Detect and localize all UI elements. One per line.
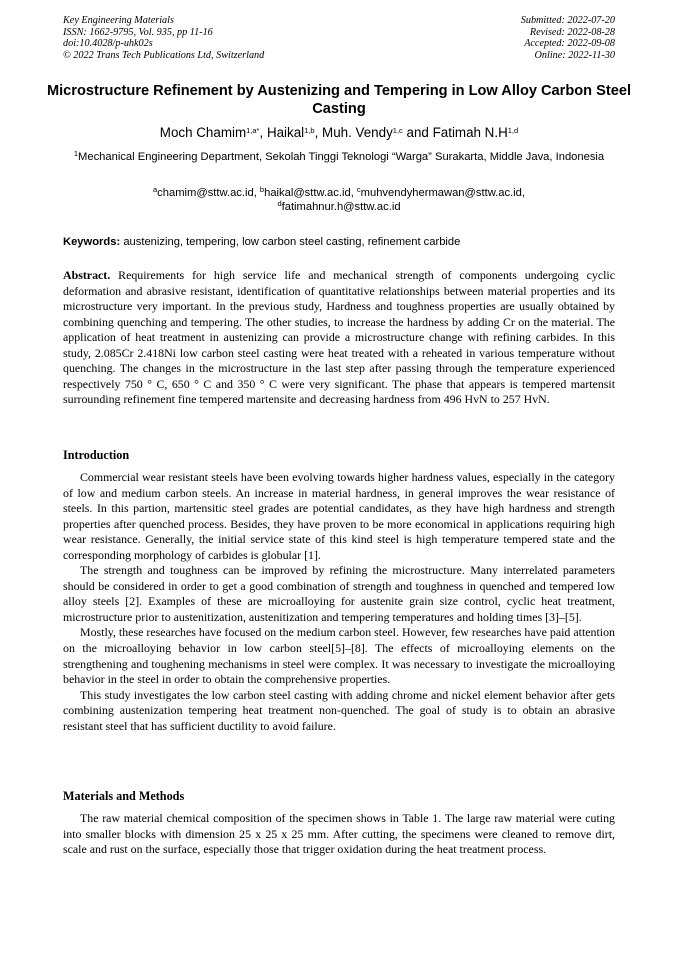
- author: Haikal$^{1,b}$,: [266, 125, 323, 140]
- email: $^c$muhvendyhermawan@sttw.ac.id,: [356, 185, 525, 199]
- section-heading-methods: Materials and Methods: [63, 789, 185, 803]
- section-heading-introduction: Introduction: [63, 448, 130, 462]
- issn: ISSN: 1662-9795, Vol. 935, pp 11-16: [63, 26, 213, 38]
- abstract-label: Abstract.: [63, 268, 111, 282]
- keywords-label: Keywords:: [63, 236, 121, 248]
- methods-body: [63, 811, 615, 858]
- abstract-text: Requirements for high service life and mechanical strength of components undergoing cyclic deformation and abrasive resistant, identification of quantitative relationships between material properties and its microstructure very important. In the previous study, Hardness and toughness properties are usually obtained by combining quenching and tempering. The other studies, to increase the hardness by adding Cr on the material. The application of heat treatment in austenizing can provide a microstructure change with refining carbides. In this study, 2.085Cr 2.418Ni low carbon steel casting were heat treated with a reheated in various temperature without quenching. The changes in the microstructure in the last step after passing through the temperature experienced respectively 750 ° C, 650 ° C and 350 ° C were very significant. The phase that appears is tempered martensit surrounding refinement fine tempered martensite and decreasing hardness from 496 HvN to 257 HvN.: [63, 268, 615, 407]
- introduction-body: [63, 470, 615, 734]
- copyright: © 2022 Trans Tech Publications Ltd, Switzerland: [63, 49, 265, 61]
- header-left: [63, 15, 264, 61]
- author: Muh. Vendy$^{1,c}$ and: [322, 125, 433, 140]
- email-list: [60, 186, 618, 214]
- journal-name: Key Engineering Materials: [63, 15, 174, 26]
- author: Fatimah $N.H^{1,d}$: [432, 125, 519, 140]
- email: $^d$fatimahnur.h@sttw.ac.id: [277, 199, 401, 213]
- author: Moch Chamim$^{1,a*}$,: [159, 125, 267, 140]
- paragraph: The raw material chemical composition of the specimen shows in Table 1. The large raw material were cuting into smaller blocks with dimension 25 x 25 x 25 mm. After cutting, the specimens were cleaned to remove dirt, scale and rust on the surface, especially those that trigger oxidation during the heat treatment process.: [63, 811, 615, 857]
- email: $^b$haikal@sttw.ac.id,: [259, 185, 357, 199]
- paragraph: Mostly, these researches have focused on the medium carbon steel. However, few researches have paid attention on the microalloying behavior in low carbon steel[5]–[8]. The effects of microalloying elements on the strengthening and toughening mechanisms in steel were complex. It was necessary to investigate the microalloying behavior in the steel in order to obtain the comprehensive properties.: [63, 625, 615, 687]
- accepted-date: Accepted: 2022-09-08: [524, 38, 615, 50]
- header-right: [521, 15, 615, 61]
- keywords: [63, 235, 615, 249]
- doi: doi:10.4028/p-uhk02s: [63, 38, 153, 50]
- author-list: [40, 125, 638, 141]
- paragraph: Commercial wear resistant steels have been evolving towards higher hardness values, especially in the category of low and medium carbon steels. An increase in material hardness, in general improves the wear resistance of steels. In this partion, martensitic steel grades are potential candidates, as they have high hardness and strength properties after quenched process. Besides, they have proven to be more economical in applications requiring high wear resistance. Generally, the initial service state of this kind steel is high temperature tempered state and the corresponding morphology of carbides is globular [1].: [63, 470, 615, 562]
- online-date: Online: 2022-11-30: [534, 49, 615, 61]
- affiliation: $^1$Mechanical Engineering Department, Sekolah Tinggi Teknologi “Warga” Surakarta, Middle Java, Indonesia: [73, 149, 605, 163]
- submitted-date: Submitted: 2022-07-20: [520, 15, 615, 26]
- paper-title: Microstructure Refinement by Austenizing and Tempering in Low Alloy Carbon Steel Casting: [46, 83, 632, 117]
- email: $^a$chamim@sttw.ac.id,: [153, 185, 260, 199]
- abstract: [63, 268, 615, 408]
- keywords-text: austenizing, tempering, low carbon steel casting, refinement carbide: [123, 236, 461, 248]
- paragraph: This study investigates the low carbon steel casting with adding chrome and nickel element behavior after gets combining austenization tempering heat treatment non-quenched. The goal of study is to obtain an abrasive resistant steel that has sufficient ductility to avoid failure.: [63, 687, 615, 733]
- revised-date: Revised: 2022-08-28: [529, 26, 615, 38]
- paragraph: The strength and toughness can be improved by refining the microstructure. Many interrelated parameters should be considered in order to get a good combination of strength and toughness in quenched and tempered low alloy steels [2]. Examples of these are microalloying for austenite grain size control, cyclic heat treatment, microstructure prior to austenitization, austenitization and tempering temperatures and holding times [3]–[5].: [63, 563, 615, 624]
